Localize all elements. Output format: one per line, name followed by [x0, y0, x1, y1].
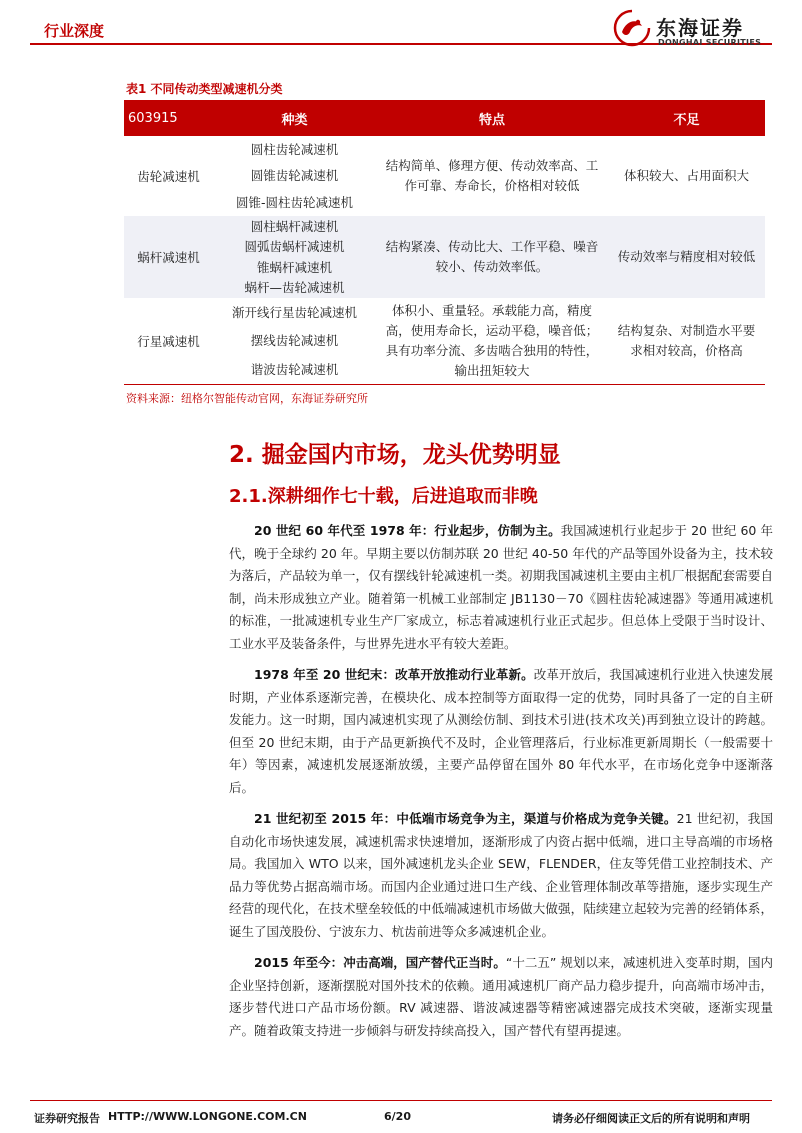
paragraph — [229, 664, 773, 799]
paragraph-lead: 2015 年至今：冲击高端，国产替代正当时。 — [254, 955, 506, 970]
paragraph-lead: 1978 年至 20 世纪末：改革开放推动行业革新。 — [254, 667, 534, 682]
table-header-row — [124, 100, 765, 136]
paragraph-lead: 21 世纪初至 2015 年：中低端市场竞争为主，渠道与价格成为竞争关键。 — [254, 811, 677, 826]
type-item: 摆线齿轮减速机 — [250, 333, 339, 349]
paragraph — [229, 520, 773, 655]
table-row-group — [124, 216, 765, 298]
type-item: 蜗杆—齿轮减速机 — [244, 280, 345, 296]
type-item: 渐开线行星齿轮减速机 — [231, 304, 357, 320]
footer-divider — [30, 1100, 772, 1101]
company-logo — [612, 8, 782, 52]
table-row-group — [124, 136, 765, 216]
table-source: 资料来源：纽格尔智能传动官网，东海证券研究所 — [126, 392, 368, 405]
paragraph-text: 改革开放后，我国减速机行业进入快速发展时期，产业体系逐渐完善，在模块化、成本控制等方面取得一定的优势，同时具备了一定的自主研发能力。这一时期，国内减速机实现了从测绘仿制、到技术引进(技术攻关)再到独立设计的跨越。但至 20 世纪末期，由于产品更新换代不及时，企业管理落后，行业标准更新周期长（一般需要十年）等因素，减速机发展逐渐放缓，主要产品停留在国外 80 年代水平，在市场化竞争中逐渐落后。 — [229, 667, 773, 795]
type-item: 圆锥齿轮减速机 — [250, 168, 339, 184]
shortcomings-cell: 体积较大、占用面积大 — [623, 168, 749, 183]
type-item: 谐波齿轮减速机 — [250, 362, 339, 378]
type-item: 圆柱蜗杆减速机 — [250, 218, 339, 234]
footer-disclaimer: 请务必仔细阅读正文后的所有说明和声明 — [552, 1112, 750, 1125]
footer-report-type: 证券研究报告 — [34, 1112, 100, 1125]
types-cell — [213, 136, 376, 216]
logo-chinese-name: 东海证券 — [656, 16, 744, 40]
section-heading: 2. 掘金国内市场，龙头优势明显 — [229, 442, 561, 468]
paragraph — [229, 952, 773, 1042]
features-cell: 体积小、重量轻。承载能力高，精度高，使用寿命长，运动平稳，噪音低；具有功率分流、多齿啮合独用的特性，输出扭矩较大 — [385, 303, 599, 378]
category-cell: 蜗杆减速机 — [137, 250, 200, 265]
types-cell — [213, 216, 376, 298]
table-header-cell: 603915 — [128, 110, 178, 126]
logo-english-name: DONGHAI SECURITIES — [658, 38, 762, 47]
category-cell: 齿轮减速机 — [137, 169, 200, 184]
paragraph — [229, 808, 773, 943]
footer-url-link[interactable]: HTTP://WWW.LONGONE.COM.CN — [108, 1110, 307, 1123]
paragraph-text: 21 世纪初，我国自动化市场快速发展，减速机需求快速增加，逐渐形成了内资占据中低端，进口主导高端的市场格局。我国加入 WTO 以来，国外减速机龙头企业 SEW，FLENDER，住友等凭借工业控制技术、产品力等优势占据高端市场。而国内企业通过进口生产线、企业管理体制改革等措施，逐步实现生产经营的现代化，在技术壁垒较低的中低端减速机市场做大做强，陆续建立起较为完善的经销体系，诞生了国茂股份、宁波东力、杭齿前进等众多减速机企业。 — [229, 811, 773, 939]
type-item: 圆弧齿蜗杆减速机 — [244, 239, 345, 255]
table-row-group — [124, 298, 765, 384]
table-bottom-rule — [124, 384, 765, 385]
body-text — [229, 520, 773, 1051]
paragraph-text: 我国减速机行业起步于 20 世纪 60 年代，晚于全球约 20 年。早期主要以仿制苏联 20 世纪 40-50 年代的产品等国外设备为主，技术较为落后，产品较为单一，仅有摆线针轮减速机一类。初期我国减速机主要由主机厂根据配套需要自制，尚未形成独立产业。随着第一机械工业部制定 JB1130－70《圆柱齿轮减速器》等通用减速机的标准，一批减速机专业生产厂家成立，标志着减速机行业正式起步。但总体上受限于当时设计、工业水平及装备条件，与世界先进水平有较大差距。 — [229, 523, 773, 651]
types-cell — [213, 298, 376, 384]
section-tag: 行业深度 — [44, 22, 105, 40]
table-caption: 表1 不同传动类型减速机分类 — [126, 82, 283, 96]
type-item: 圆锥-圆柱齿轮减速机 — [235, 195, 353, 211]
type-item: 圆柱齿轮减速机 — [250, 141, 339, 157]
table-header-cell: 种类 — [281, 112, 308, 128]
dragon-logo-icon — [612, 8, 652, 48]
category-cell: 行星减速机 — [137, 334, 200, 349]
page-number: 6/20 — [384, 1110, 411, 1123]
shortcomings-cell: 结构复杂、对制造水平要求相对较高，价格高 — [617, 323, 756, 358]
reducer-classification-table — [124, 100, 765, 385]
page-header — [0, 0, 802, 56]
table-header-cell: 不足 — [673, 112, 700, 128]
table-header-cell: 特点 — [478, 112, 505, 128]
features-cell: 结构简单、修理方便、传动效率高、工作可靠、寿命长，价格相对较低 — [385, 158, 599, 193]
paragraph-text: “十二五” 规划以来，减速机进入变革时期，国内企业坚持创新，逐渐摆脱对国外技术的依赖。通用减速机厂商产品力稳步提升，向高端市场冲击，逐步替代进口产品市场份额。RV 减速器、谐波减速器等精密减速器完成技术突破，逐渐实现量产。随着政策支持进一步倾斜与研发持续高投入，国产替代有望再提速。 — [229, 955, 773, 1038]
subsection-heading: 2.1.深耕细作七十载，后进追取而非晚 — [229, 486, 538, 507]
type-item: 锥蜗杆减速机 — [256, 259, 332, 275]
paragraph-lead: 20 世纪 60 年代至 1978 年：行业起步，仿制为主。 — [254, 523, 561, 538]
features-cell: 结构紧凑、传动比大、工作平稳、噪音较小、传动效率低。 — [385, 239, 599, 274]
shortcomings-cell: 传动效率与精度相对较低 — [617, 249, 756, 264]
